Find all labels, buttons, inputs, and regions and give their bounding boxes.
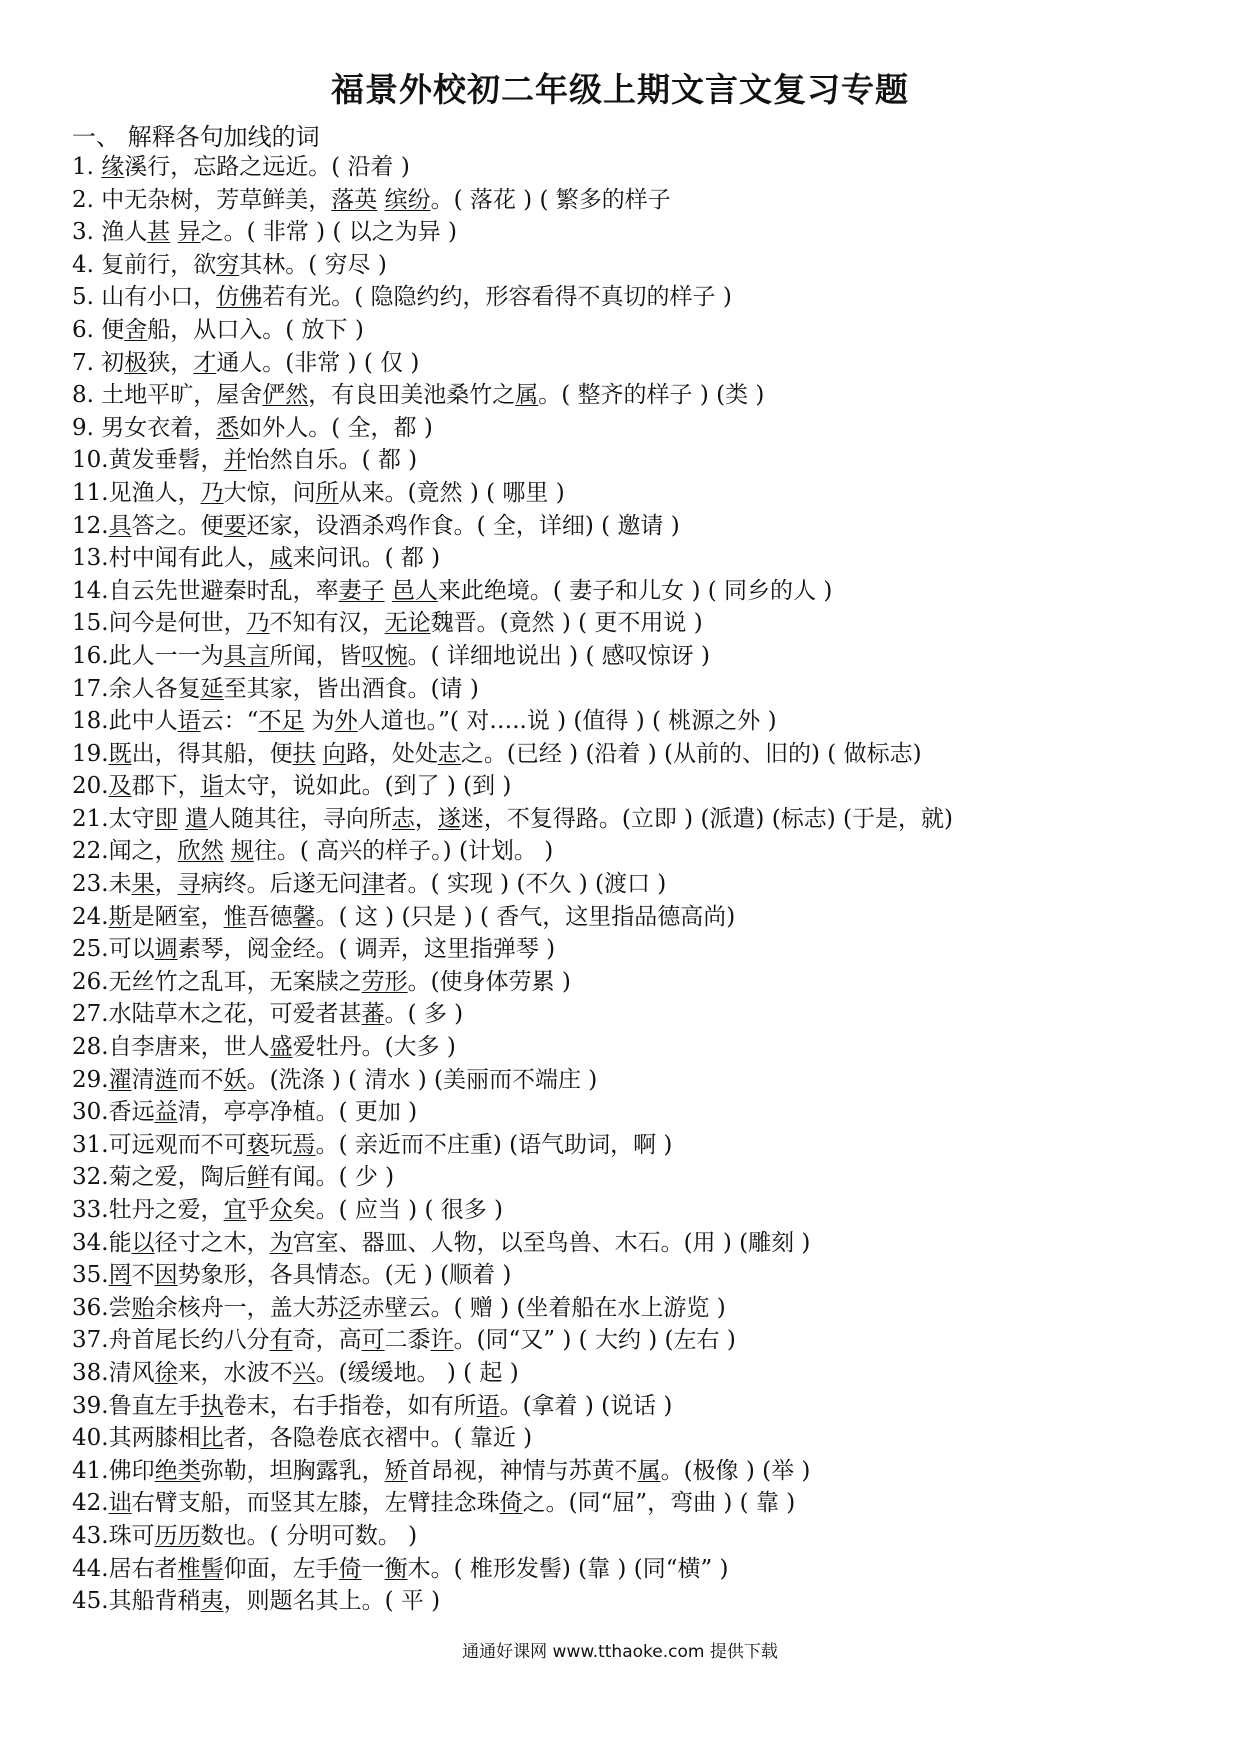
- underlined-word: 以: [131, 1229, 155, 1256]
- underlined-word: 许: [430, 1327, 454, 1354]
- question-item: [72, 1292, 1192, 1325]
- underlined-word: 涟: [154, 1066, 178, 1093]
- item-text: 24.: [72, 903, 109, 930]
- underlined-word: 乃: [200, 479, 224, 506]
- item-text: 20.: [72, 773, 109, 800]
- item-text: 21.太守: [72, 805, 155, 832]
- item-text: 矣。( 应当 ) ( 很多 ): [292, 1197, 504, 1223]
- item-text: 32.菊之爱，陶后: [72, 1164, 247, 1191]
- item-text: 。(同“又” ) ( 大约 ) (左右 ): [453, 1327, 736, 1354]
- item-text: [316, 741, 323, 767]
- item-text: 37.舟首尾长约八分: [72, 1327, 270, 1354]
- question-item: [72, 477, 1192, 510]
- item-text: 44.居右者: [72, 1555, 178, 1582]
- item-text: 为: [304, 708, 335, 735]
- underlined-word: 属: [637, 1457, 661, 1484]
- item-text: 23.未: [72, 871, 132, 898]
- underlined-word: 俨然: [262, 382, 309, 409]
- item-text: [377, 187, 384, 213]
- underlined-word: 规: [230, 838, 254, 865]
- question-item: [72, 314, 1192, 347]
- underlined-word: 志: [437, 740, 461, 767]
- underlined-word: 执: [200, 1392, 224, 1419]
- underlined-word: 落英: [331, 186, 378, 213]
- underlined-word: 属: [515, 382, 539, 409]
- item-text: 。(极像 ) (举 ): [660, 1457, 811, 1484]
- item-text: 36.尝: [72, 1294, 132, 1321]
- item-text: 人道也。”( 对…..说 ) (值得 ) ( 桃源之外 ): [357, 708, 777, 735]
- underlined-word: 遣: [184, 805, 208, 832]
- item-text: 5. 山有小口，: [72, 284, 217, 311]
- item-text: 。(使身体劳累 ): [407, 968, 571, 995]
- item-text: 。( 整齐的样子 ) (类 ): [538, 382, 765, 409]
- question-item: [72, 444, 1192, 477]
- underlined-word: 志: [391, 805, 415, 832]
- question-item: [72, 281, 1192, 314]
- item-text: 右臂支船，而竖其左膝，左臂挂念珠: [131, 1490, 500, 1517]
- question-item: [72, 966, 1192, 999]
- underlined-word: 异: [177, 219, 201, 246]
- underlined-word: 才: [193, 349, 217, 376]
- item-text: 玩: [269, 1131, 293, 1158]
- underlined-word: 可: [361, 1327, 385, 1354]
- underlined-word: 既: [108, 740, 132, 767]
- question-item: [72, 1487, 1192, 1520]
- item-text: 3. 渔人: [72, 219, 148, 246]
- item-text: 出，得其船，便: [131, 740, 293, 767]
- question-item: [72, 673, 1192, 706]
- underlined-word: 果: [131, 871, 155, 898]
- item-text: 38.清风: [72, 1359, 155, 1386]
- underlined-word: 具: [108, 512, 132, 539]
- item-text: 19.: [72, 740, 109, 767]
- item-text: 一: [361, 1555, 385, 1582]
- underlined-word: 徐: [154, 1359, 178, 1386]
- underlined-word: 要: [223, 512, 247, 539]
- question-item: [72, 1455, 1192, 1488]
- item-text: 8. 土地平旷，屋舍: [72, 382, 263, 409]
- underlined-word: 比: [200, 1425, 224, 1452]
- item-text: 素琴，阅金经。( 调弄，这里指弹琴 ): [177, 936, 556, 963]
- underlined-word: 衡: [384, 1555, 408, 1582]
- item-text: 45.其船背稍: [72, 1588, 201, 1615]
- item-text: 路，处处: [345, 740, 438, 767]
- underlined-word: 具言: [223, 642, 270, 669]
- underlined-word: 椎髻: [177, 1555, 224, 1582]
- item-text: 二黍: [384, 1327, 431, 1354]
- item-text: 云：“: [200, 708, 259, 735]
- item-text: 33.牡丹之爱，: [72, 1197, 224, 1223]
- page-title: 福景外校初二年级上期文言文复习专题: [331, 70, 909, 109]
- underlined-word: 濯: [108, 1066, 132, 1093]
- item-text: 爱牡丹。(大多 ): [292, 1034, 456, 1061]
- underlined-word: 泛: [338, 1294, 362, 1321]
- question-item: [72, 770, 1192, 803]
- question-item: [72, 868, 1192, 901]
- item-text: 14.自云先世避秦时乱，率: [72, 577, 339, 604]
- underlined-word: 乃: [246, 610, 270, 637]
- question-item: [72, 184, 1192, 217]
- underlined-word: 语: [177, 708, 201, 735]
- item-text: 39.鲁直左手: [72, 1392, 201, 1419]
- question-item: [72, 1194, 1192, 1227]
- underlined-word: 焉: [292, 1131, 316, 1158]
- underlined-word: 寻: [177, 871, 201, 898]
- item-text: ，则题名其上。( 平 ): [223, 1588, 441, 1615]
- item-text: 魏晋。(竟然 ) ( 更不用说 ): [430, 610, 703, 637]
- item-text: 16.此人一一为: [72, 642, 224, 669]
- underlined-word: 叹惋: [361, 642, 408, 669]
- underlined-word: 仿佛: [216, 284, 263, 311]
- item-text: 不: [131, 1262, 155, 1289]
- question-item: [72, 705, 1192, 738]
- underlined-word: 鲜: [246, 1164, 270, 1191]
- question-item: [72, 1129, 1192, 1162]
- underlined-word: 倚: [499, 1490, 523, 1517]
- item-text: 还家，设酒杀鸡作食。( 全，详细) ( 邀请 ): [246, 512, 680, 539]
- underlined-word: 咸: [269, 545, 293, 572]
- item-text: 7. 初: [72, 349, 125, 376]
- item-text: 41.佛印: [72, 1457, 155, 1484]
- underlined-word: 夷: [200, 1588, 224, 1615]
- item-text: 是陋室，: [131, 903, 224, 930]
- item-text: 径寸之木，: [154, 1229, 270, 1256]
- question-item: [72, 1259, 1192, 1292]
- item-text: 35.: [72, 1262, 109, 1289]
- question-item: [72, 1031, 1192, 1064]
- item-text: 宫室、器皿、人物，以至鸟兽、木石。(用 ) (雕刻 ): [292, 1229, 811, 1256]
- item-text: ，有良田美池桑竹之: [308, 382, 516, 409]
- item-text: 。( 落花 ) ( 繁多的样子: [430, 186, 671, 213]
- item-text: ，: [154, 871, 178, 898]
- underlined-word: 盛: [269, 1034, 293, 1061]
- question-item: [72, 901, 1192, 934]
- underlined-word: 缤纷: [384, 186, 431, 213]
- item-text: 。( 多 ): [384, 1001, 464, 1028]
- item-text: [178, 806, 185, 832]
- item-text: 卷末，右手指卷，如有所: [223, 1392, 477, 1419]
- question-item: [72, 640, 1192, 673]
- item-text: 答之。便: [131, 512, 224, 539]
- underlined-word: 因: [154, 1262, 178, 1289]
- item-text: 清: [131, 1066, 155, 1093]
- item-text: 。( 这 ) (只是 ) ( 香气，这里指品德高尚): [315, 903, 736, 930]
- item-text: 数也。( 分明可数。 ): [200, 1522, 418, 1549]
- underlined-word: 所: [315, 479, 339, 506]
- question-item: [72, 1161, 1192, 1194]
- underlined-word: 向: [322, 740, 346, 767]
- underlined-word: 不足: [258, 708, 305, 735]
- underlined-word: 津: [361, 871, 385, 898]
- underlined-word: 诣: [200, 773, 224, 800]
- item-text: 溪行，忘路之远近。( 沿着 ): [124, 154, 410, 180]
- question-item: [72, 542, 1192, 575]
- item-text: [170, 219, 177, 245]
- item-text: 26.无丝竹之乱耳，无案牍之: [72, 968, 362, 995]
- item-text: 31.可远观而不可: [72, 1131, 247, 1158]
- item-text: 来问讯。( 都 ): [292, 545, 441, 572]
- question-item: [72, 347, 1192, 380]
- question-item: [72, 1585, 1192, 1618]
- item-text: [224, 838, 231, 864]
- item-text: 6. 便: [72, 316, 125, 343]
- item-text: 30.香远: [72, 1099, 155, 1126]
- item-text: 余核舟一，盖大苏: [154, 1294, 339, 1321]
- item-text: 迷，不复得路。(立即 ) (派遣) (标志) (于是，就): [460, 805, 953, 832]
- item-text: 太守，说如此。(到了 ) (到 ): [223, 773, 512, 800]
- question-item: [72, 249, 1192, 282]
- item-text: 有闻。( 少 ): [269, 1164, 395, 1191]
- item-text: 来，水波不: [177, 1359, 293, 1386]
- question-item: [72, 575, 1192, 608]
- item-text: 势象形，各具情态。(无 ) (顺着 ): [177, 1262, 512, 1289]
- item-text: 2. 中无杂树，芳草鲜美，: [72, 186, 332, 213]
- underlined-word: 众: [269, 1197, 293, 1223]
- underlined-word: 贻: [131, 1294, 155, 1321]
- underlined-word: 遂: [437, 805, 461, 832]
- item-text: 者。( 实现 ) (不久 ) (渡口 ): [384, 871, 667, 898]
- underlined-word: 矫: [384, 1457, 408, 1484]
- question-item: [72, 998, 1192, 1031]
- question-item: [72, 151, 1192, 184]
- underlined-word: 惟: [223, 903, 247, 930]
- underlined-word: 语: [476, 1392, 500, 1419]
- item-text: 18.此中人: [72, 708, 178, 735]
- item-text: 木。( 椎形发髻) (靠 ) (同“横” ): [407, 1555, 729, 1582]
- underlined-word: 宜: [223, 1197, 247, 1223]
- question-item: [72, 510, 1192, 543]
- item-text: 弥勒，坦胸露乳，: [200, 1457, 385, 1484]
- underlined-word: 欣然: [177, 838, 224, 865]
- item-text: 来此绝境。( 妻子和儿女 ) ( 同乡的人 ): [437, 577, 833, 604]
- underlined-word: 调: [154, 936, 178, 963]
- question-item: [72, 607, 1192, 640]
- question-item: [72, 1324, 1192, 1357]
- item-text: 28.自李唐来，世人: [72, 1034, 270, 1061]
- item-text: 25.可以: [72, 936, 155, 963]
- item-text: 不知有汉，: [269, 610, 385, 637]
- underlined-word: 倚: [338, 1555, 362, 1582]
- item-text: 通人。(非常 ) ( 仅 ): [216, 349, 420, 376]
- item-text: 人随其往，寻向所: [207, 805, 392, 832]
- item-text: 其林。( 穷尽 ): [239, 251, 387, 278]
- underlined-word: 诎: [108, 1490, 132, 1517]
- item-text: 首昂视，神情与苏黄不: [407, 1457, 638, 1484]
- item-text: 船，从口入。( 放下 ): [147, 316, 364, 343]
- question-item: [72, 1357, 1192, 1390]
- item-text: 43.珠可: [72, 1522, 155, 1549]
- question-item: [72, 803, 1192, 836]
- item-text: 4. 复前行，欲: [72, 251, 217, 278]
- question-item: [72, 738, 1192, 771]
- underlined-word: 益: [154, 1099, 178, 1126]
- item-text: 42.: [72, 1490, 109, 1517]
- question-item: [72, 933, 1192, 966]
- item-text: 之。( 非常 ) ( 以之为异 ): [200, 219, 458, 246]
- item-text: 13.村中闻有此人，: [72, 545, 270, 572]
- item-text: 之。(已经 ) (沿着 ) (从前的、旧的) ( 做标志): [460, 740, 922, 767]
- item-text: 狭，: [147, 349, 194, 376]
- underlined-word: 延: [200, 675, 224, 702]
- underlined-word: 斯: [108, 903, 132, 930]
- item-text: 赤壁云。( 赠 ) (坐着船在水上游览 ): [361, 1294, 726, 1321]
- question-list: [72, 151, 1192, 1618]
- underlined-word: 即: [154, 805, 178, 832]
- item-text: 吾德: [246, 903, 293, 930]
- underlined-word: 及: [108, 773, 132, 800]
- item-text: 至其家，皆出酒食。(请 ): [223, 675, 479, 702]
- underlined-word: 缘: [101, 154, 125, 180]
- item-text: 之。(同“屈”，弯曲 ) ( 靠 ): [522, 1490, 796, 1517]
- question-item: [72, 1096, 1192, 1129]
- underlined-word: 外: [334, 708, 358, 735]
- question-item: [72, 1520, 1192, 1553]
- underlined-word: 罔: [108, 1262, 132, 1289]
- underlined-word: 绝类: [154, 1457, 201, 1484]
- question-item: [72, 412, 1192, 445]
- item-text: 29.: [72, 1066, 109, 1093]
- item-text: 仰面，左手: [223, 1555, 339, 1582]
- underlined-word: 邑人: [391, 577, 438, 604]
- item-text: 如外人。( 全，都 ): [239, 414, 433, 441]
- item-text: 大惊，问: [223, 479, 316, 506]
- underlined-word: 兴: [292, 1359, 316, 1386]
- item-text: 9. 男女衣着，: [72, 414, 217, 441]
- underlined-word: 甚: [147, 219, 171, 246]
- underlined-word: 蕃: [361, 1001, 385, 1028]
- item-text: 12.: [72, 512, 109, 539]
- item-text: 病终。后遂无问: [200, 871, 362, 898]
- item-text: 27.水陆草木之花，可爱者甚: [72, 1001, 362, 1028]
- question-item: [72, 1390, 1192, 1423]
- item-text: 17.余人各复: [72, 675, 201, 702]
- underlined-word: 有: [269, 1327, 293, 1354]
- item-text: 。( 亲近而不庄重) (语气助词，啊 ): [315, 1131, 673, 1158]
- item-text: 11.见渔人，: [72, 479, 201, 506]
- question-item: [72, 1422, 1192, 1455]
- question-item: [72, 1553, 1192, 1586]
- item-text: 从来。(竟然 ) ( 哪里 ): [338, 479, 565, 506]
- item-text: 而不: [177, 1066, 224, 1093]
- underlined-word: 亵: [246, 1131, 270, 1158]
- item-text: 。(拿着 ) (说话 ): [499, 1392, 673, 1419]
- underlined-word: 穷: [216, 251, 240, 278]
- item-text: 者，各隐卷底衣褶中。( 靠近 ): [223, 1425, 533, 1452]
- underlined-word: 舍: [124, 316, 148, 343]
- item-text: 40.其两膝相: [72, 1425, 201, 1452]
- underlined-word: 馨: [292, 903, 316, 930]
- item-text: 15.问今是何世，: [72, 610, 247, 637]
- underlined-word: 妖: [223, 1066, 247, 1093]
- item-text: 郡下，: [131, 773, 201, 800]
- underlined-word: 极: [124, 349, 148, 376]
- underlined-word: 并: [223, 447, 247, 474]
- item-text: 若有光。( 隐隐约约，形容看得不真切的样子 ): [262, 284, 732, 311]
- item-text: [385, 578, 392, 604]
- item-text: 奇，高: [292, 1327, 362, 1354]
- question-item: [72, 216, 1192, 249]
- question-item: [72, 835, 1192, 868]
- item-text: 。(洗涤 ) ( 清水 ) (美丽而不端庄 ): [246, 1066, 598, 1093]
- item-text: 。( 详细地说出 ) ( 感叹惊讶 ): [407, 642, 711, 669]
- section-heading: 一、 解释各句加线的词: [72, 123, 320, 151]
- item-text: 往。( 高兴的样子。) (计划。 ): [253, 838, 554, 865]
- underlined-word: 劳形: [361, 968, 408, 995]
- item-text: 清，亭亭净植。( 更加 ): [177, 1099, 418, 1126]
- item-text: 34.能: [72, 1229, 132, 1256]
- item-text: 乎: [246, 1197, 270, 1223]
- item-text: 所闻，皆: [269, 642, 362, 669]
- underlined-word: 为: [269, 1229, 293, 1256]
- underlined-word: 无论: [384, 610, 431, 637]
- item-text: 怡然自乐。( 都 ): [246, 447, 418, 474]
- question-item: [72, 379, 1192, 412]
- underlined-word: 悉: [216, 414, 240, 441]
- underlined-word: 妻子: [338, 577, 385, 604]
- underlined-word: 历历: [154, 1522, 201, 1549]
- underlined-word: 扶: [292, 740, 316, 767]
- item-text: 1.: [72, 154, 102, 180]
- item-text: ，: [414, 805, 438, 832]
- footer-source: 通通好课网 www.tthaoke.com 提供下载: [462, 1642, 778, 1662]
- item-text: 22.闻之，: [72, 838, 178, 865]
- question-item: [72, 1064, 1192, 1097]
- item-text: 。(缓缓地。 ) ( 起 ): [315, 1359, 519, 1386]
- question-item: [72, 1227, 1192, 1260]
- item-text: 10.黄发垂髫，: [72, 447, 224, 474]
